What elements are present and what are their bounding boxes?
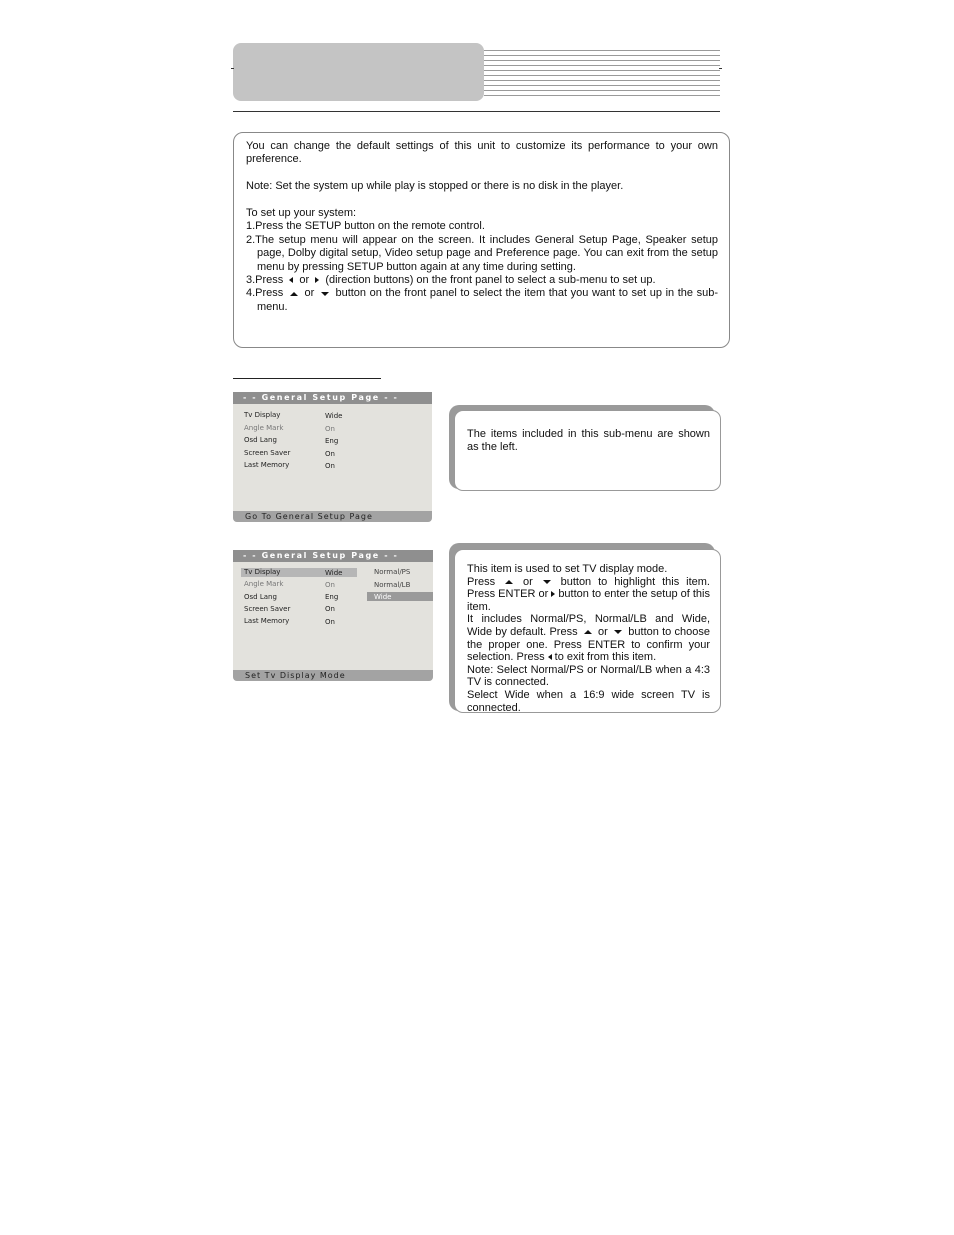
callout-highlight-text: button to highlight this item. Press ENTER or [467,575,710,601]
header-rule [233,111,720,112]
callout-confirm-text: button to choose the proper one. Press ENTER to confirm your selection. Press [467,625,710,664]
step-1: 1.Press the SETUP button on the remote control. [246,220,485,233]
header-tab [233,43,484,101]
intro-box [233,132,730,348]
step-3-text: (direction buttons) on the front panel to select a sub-menu to set up. [325,274,656,287]
osd-item-label: Tv Display [244,411,281,419]
osd-title-bar: - - General Setup Page - - [233,392,432,404]
osd-item-label: Last Memory [244,461,290,469]
up-arrow-icon [505,580,513,584]
osd-item-label: Osd Lang [244,436,277,444]
callout-line-2 [467,576,710,614]
intro-paragraph: You can change the default settings of this unit to customize its performance to your own preference. [246,140,718,166]
osd-item-label: Osd Lang [244,593,277,601]
callout-line-5: Select Wide when a 16:9 wide screen TV is connected. [467,688,710,714]
osd-footer: Go To General Setup Page [233,511,432,522]
callout-exit-text: to exit from this item. [554,651,657,664]
callout-line-3 [467,613,710,663]
setup-heading: To set up your system: [246,207,357,219]
step-4-text: button on the front panel to select the item that you want to set up in the sub-menu. [257,287,719,313]
step-2: 2.The setup menu will appear on the screen. It includes General Setup Page, Speaker setup page, Dolby digital setup, Video setup page and Preference page. You can exit from the setup menu by pressing SETUP button again at any time during setting. [246,233,718,273]
section-rule [233,378,381,379]
osd-title-bar: - - General Setup Page - - [233,550,433,562]
osd-item-value: Eng [325,593,339,601]
osd-item-value: On [325,450,335,458]
callout-submenu-items [449,405,721,491]
osd-option: Normal/LB [374,581,411,589]
osd-item-label: Screen Saver [244,605,291,613]
header-tick-left [231,68,234,69]
osd-footer: Set Tv Display Mode [233,670,433,681]
step-4-press: 4.Press [246,287,284,300]
osd-item-value: On [325,462,335,470]
osd-item-label: Last Memory [244,617,290,625]
right-arrow-icon [315,277,319,283]
osd-item-label: Screen Saver [244,449,291,457]
down-arrow-icon [321,292,329,296]
step-3-or: or [299,274,310,287]
callout-or: or [598,625,608,638]
osd-item-value: Wide [325,412,343,420]
osd-item-value: Eng [325,437,339,445]
osd-item-label: Tv Display [244,568,281,576]
osd-option-selected: Wide [374,593,392,601]
intro-note: Note: Set the system up while play is stopped or there is no disk in the player. [246,180,624,193]
step-4-or: or [304,287,315,300]
callout-press: Press [467,575,496,588]
callout-options-text: It includes Normal/PS, Normal/LB and Wide, Wide by default. Press [467,613,710,638]
callout-or: or [522,575,533,588]
down-arrow-icon [543,580,551,584]
osd-item-value: On [325,605,335,613]
osd-option: Normal/PS [374,568,411,576]
up-arrow-icon [584,630,592,634]
callout-tv-display [449,543,721,713]
callout-submenu-text: The items included in this sub-menu are shown as the left. [467,428,710,453]
osd-item-value: On [325,425,335,433]
left-arrow-icon [289,277,293,283]
down-arrow-icon [614,630,622,634]
osd-item-value: Wide [325,569,343,577]
callout-line-4: Note: Select Normal/PS or Normal/LB when a 4:3 TV is connected. [467,663,710,689]
step-3 [246,274,718,287]
right-arrow-icon [551,591,555,597]
osd-item-value: On [325,618,335,626]
osd-item-value: On [325,581,335,589]
up-arrow-icon [290,292,298,296]
header-lines [484,50,720,100]
osd-item-label: Angle Mark [244,424,284,432]
step-3-press: 3.Press [246,274,284,287]
step-4 [246,287,718,314]
osd-general-setup-1 [233,392,432,522]
callout-enter-text: button to enter the setup of this item. [467,588,710,613]
left-arrow-icon [548,654,552,660]
osd-general-setup-2 [233,550,433,681]
callout-line-1: This item is used to set TV display mode. [467,563,668,575]
header-tick-right [719,68,722,69]
osd-item-label: Angle Mark [244,580,284,588]
